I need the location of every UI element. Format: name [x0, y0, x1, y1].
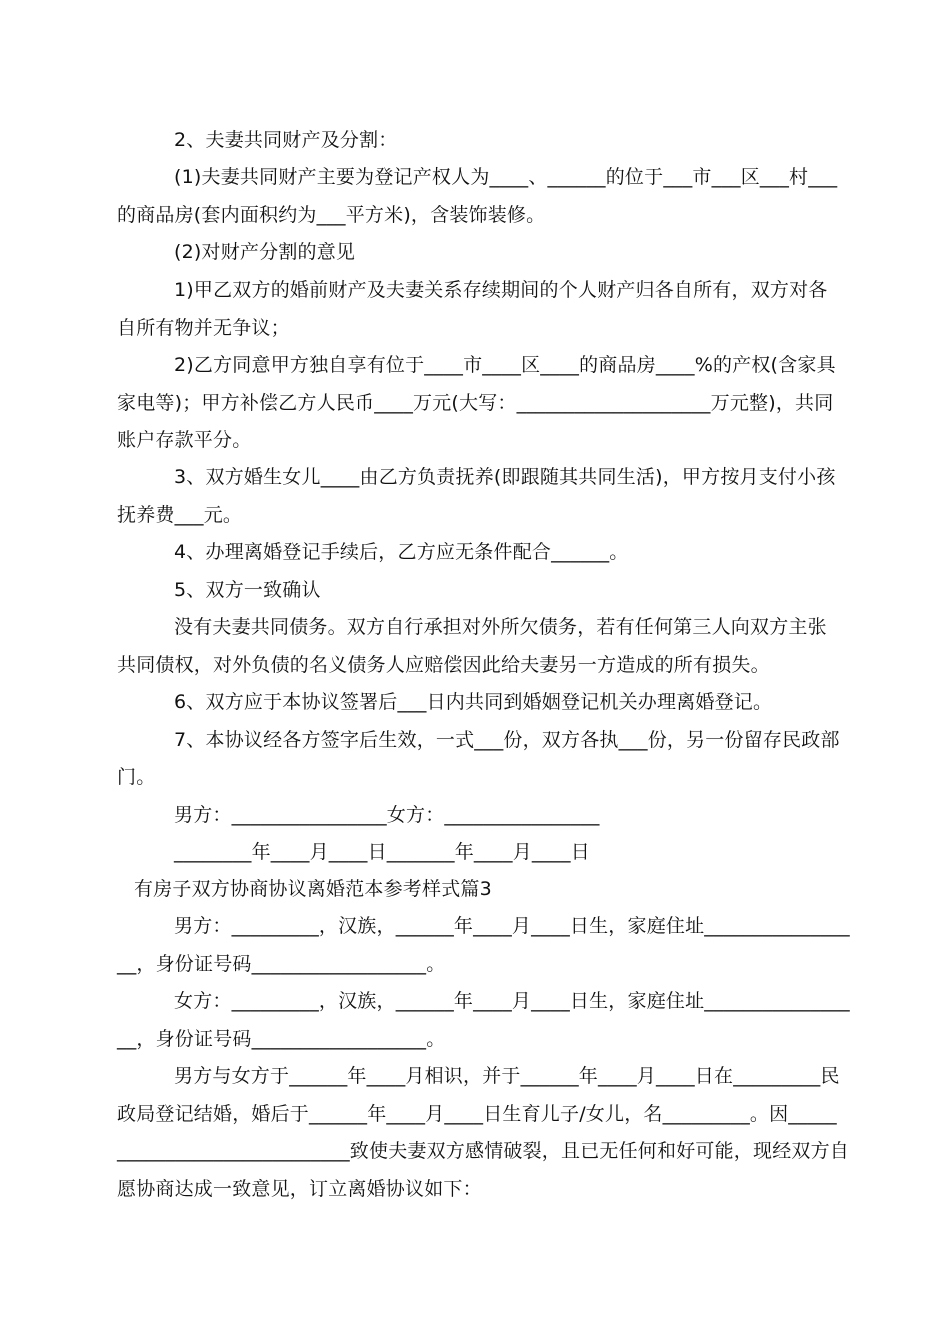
text-line: 愿协商达成一致意见，订立离婚协议如下：: [117, 1178, 482, 1200]
date-line: ________年____月____日_______年____月____日: [174, 841, 590, 863]
text-line: 抚养费___元。: [117, 504, 243, 526]
text-line: 账户存款平分。: [117, 429, 252, 451]
text-line: 共同债权，对外负债的名义债务人应赔偿因此给夫妻另一方造成的所有损失。: [117, 654, 770, 676]
text-line: (1)夫妻共同财产主要为登记产权人为____、______的位于___市___区___村___: [174, 166, 838, 188]
text-line: 自所有物并无争议；: [117, 317, 290, 339]
signature-line: 男方：________________女方：________________: [174, 804, 600, 826]
text-line: 女方：_________，汉族，______年____月____日生，家庭住址_______________: [174, 990, 850, 1012]
text-line: 男方：_________，汉族，______年____月____日生，家庭住址_______________: [174, 915, 850, 937]
text-line: 7、本协议经各方签字后生效，一式___份，双方各执___份，另一份留存民政部: [174, 729, 840, 751]
text-line: 男方与女方于______年____月相识，并于______年____月____日在_________民: [174, 1065, 840, 1087]
text-line: 家电等)；甲方补偿乙方人民币____万元(大写：____________________万元整)，共同: [117, 392, 834, 414]
text-line: (2)对财产分割的意见: [174, 241, 356, 263]
text-line: 政局登记结婚，婚后于______年____月____日生育儿子/女儿，名_________。因_____: [117, 1103, 837, 1125]
text-line: 2)乙方同意甲方独自享有位于____市____区____的商品房____%的产权(含家具: [174, 354, 836, 376]
text-line: 3、双方婚生女儿____由乙方负责抚养(即跟随其共同生活)，甲方按月支付小孩: [174, 466, 836, 488]
text-line: 6、双方应于本协议签署后___日内共同到婚姻登记机关办理离婚登记。: [174, 691, 773, 713]
text-line: 1)甲乙双方的婚前财产及夫妻关系存续期间的个人财产归各自所有，双方对各: [174, 279, 828, 301]
text-line: 4、办理离婚登记手续后，乙方应无条件配合______。: [174, 541, 629, 563]
text-line: 5、双方一致确认: [174, 579, 321, 601]
text-line: 没有夫妻共同债务。双方自行承担对外所欠债务，若有任何第三人向双方主张: [174, 616, 827, 638]
text-line: __，身份证号码__________________。: [117, 953, 446, 975]
text-line: ________________________致使夫妻双方感情破裂，且已无任何和好可能，现经双方自: [117, 1140, 850, 1162]
text-line: 2、夫妻共同财产及分割：: [174, 129, 398, 151]
section-title: 有房子双方协商协议离婚范本参考样式篇3: [134, 878, 492, 900]
text-line: __，身份证号码__________________。: [117, 1028, 446, 1050]
text-line: 门。: [117, 766, 156, 788]
text-line: 的商品房(套内面积约为___平方米)，含装饰装修。: [117, 204, 546, 226]
